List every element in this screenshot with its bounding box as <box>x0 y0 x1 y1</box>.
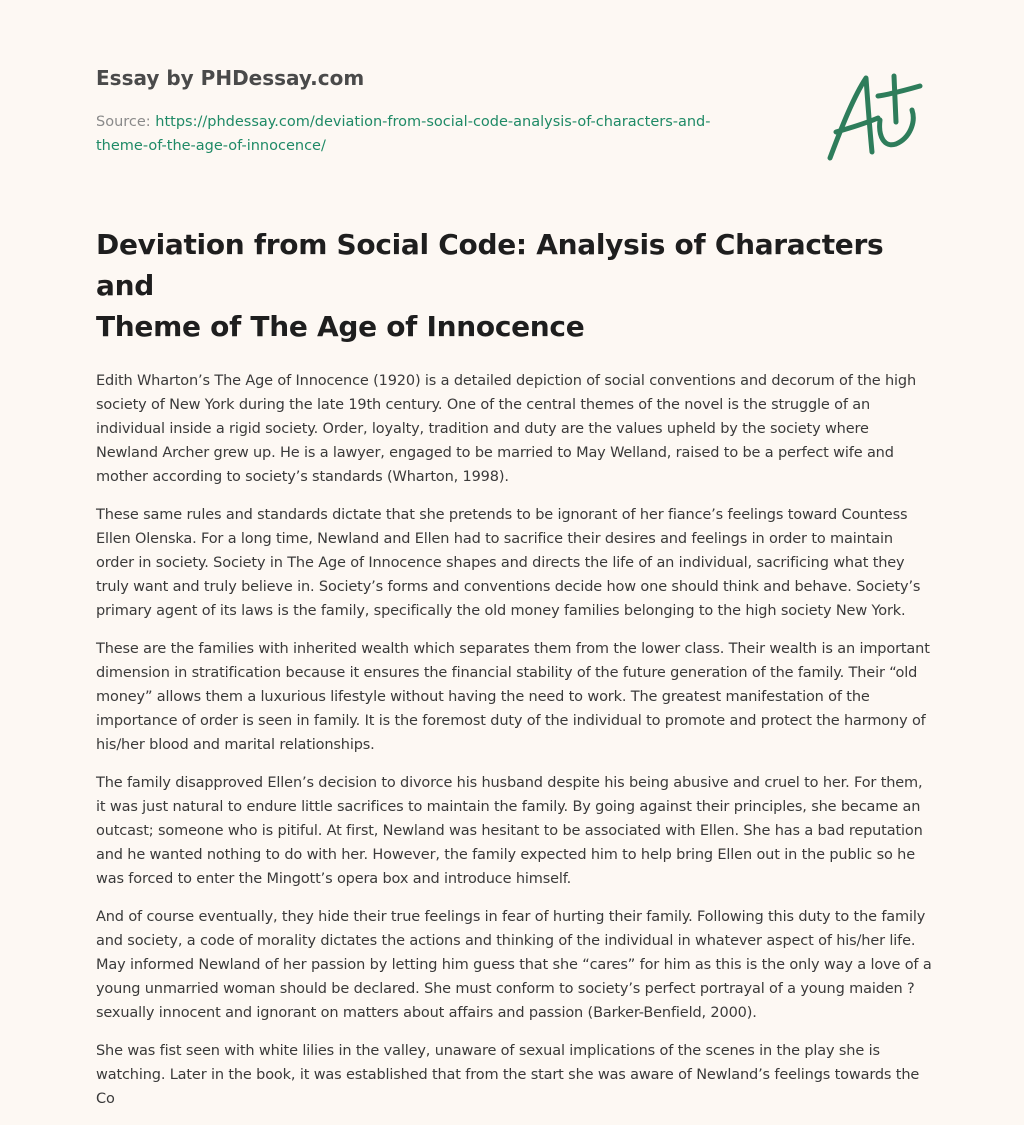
a-plus-logo-svg <box>820 66 930 166</box>
essay-title-line2: Theme of The Age of Innocence <box>96 310 585 343</box>
source-link-line1: https://phdessay.com/deviation-from-social-code-analysis-of-characters-and- <box>155 114 711 130</box>
source-label: Source: <box>96 114 156 130</box>
essay-paragraph-5: And of course eventually, they hide their true feelings in fear of hurting their family. Following this duty to the family and society, a code of morality dictates the actions and thinking of the individual in whatever aspect of his/her life. May informed Newland of her passion by letting him guess that she “cares” for him as this is the only way a love of a young unmarried woman should be declared. She must conform to society’s perfect portrayal of a young maiden ? sexually innocent and ignorant on matters about affairs and passion (Barker-Benfield, 2000). <box>96 909 932 1021</box>
essay-paragraph-3: These are the families with inherited wealth which separates them from the lower class. Their wealth is an important dimension in stratification because it ensures the financial stability of the future generation of the family. Their “old money” allows them a luxurious lifestyle without having the need to work. The greatest manifestation of the importance of order is seen in family. It is the foremost duty of the individual to promote and protect the harmony of his/her blood and marital relationships. <box>96 641 930 753</box>
page-header <box>96 62 796 158</box>
essay-paragraph-1: Edith Wharton’s The Age of Innocence (1920) is a detailed depiction of social conventions and decorum of the high society of New York during the late 19th century. One of the central themes of the novel is the struggle of an individual inside a rigid society. Order, loyalty, tradition and duty are the values upheld by the society where Newland Archer grew up. He is a lawyer, engaged to be married to May Welland, raised to be a perfect wife and mother according to society’s standards (Wharton, 1998). <box>96 373 917 485</box>
essay-paragraph-6: She was fist seen with white lilies in the valley, unaware of sexual implications of the scenes in the play she is watching. Later in the book, it was established that from the start she was aware of Newland’s feelings towards the Co <box>96 1043 920 1107</box>
site-title: Essay by PHDessay.com <box>96 66 365 90</box>
a-plus-logo-icon <box>820 66 930 166</box>
source-link-line2: theme-of-the-age-of-innocence/ <box>96 138 326 154</box>
source-line <box>96 110 796 158</box>
essay-title-line1: Deviation from Social Code: Analysis of Characters and <box>96 228 884 302</box>
essay-paragraph-4: The family disapproved Ellen’s decision to divorce his husband despite his being abusive and cruel to her. For them, it was just natural to endure little sacrifices to maintain the family. By going against their principles, she became an outcast; someone who is pitiful. At first, Newland was hesitant to be associated with Ellen. She has a bad reputation and he wanted nothing to do with her. However, the family expected him to help bring Ellen out in the public so he was forced to enter the Mingott’s opera box and introduce himself. <box>96 775 923 887</box>
essay-paragraph-2: These same rules and standards dictate that she pretends to be ignorant of her fiance’s feelings toward Countess Ellen Olenska. For a long time, Newland and Ellen had to sacrifice their desires and feelings in order to maintain order in society. Society in The Age of Innocence shapes and directs the life of an individual, sacrificing what they truly want and truly believe in. Society’s forms and conventions decide how one should think and behave. Society’s primary agent of its laws is the family, specifically the old money families belonging to the high society New York. <box>96 507 921 619</box>
essay-article <box>96 224 934 1125</box>
essay-title <box>96 224 934 347</box>
source-link[interactable] <box>96 114 711 154</box>
